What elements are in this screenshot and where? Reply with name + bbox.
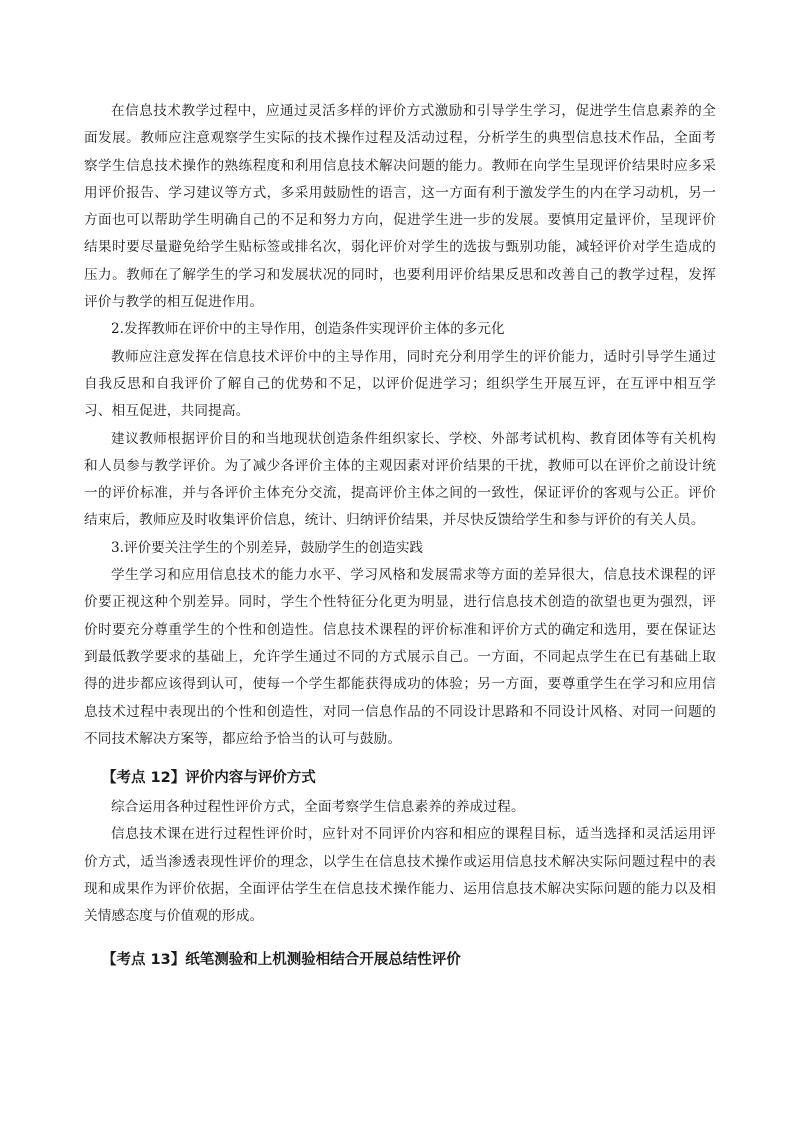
paragraph-evaluation-methods: 在信息技术教学过程中，应通过灵活多样的评价方式激励和引导学生学习，促进学生信息素养的全面发展。教师应注意观察学生实际的技术操作过程及活动过程，分析学生的典型信息技术作品，全面考察学生信息技术操作的熟练程度和利用信息技术解决问题的能力。教师在向学生呈现评价结果时应多采用评价报告、学习建议等方式，多采用鼓励性的语言，这一方面有利于激发学生的内在学习动机，另一方面也可以帮助学生明确自己的不足和努力方向，促进学生进一步的发展。要慎用定量评价，呈现评价结果时要尽量避免给学生贴标签或排名次，弱化评价对学生的选拔与甄别功能，减轻评价对学生造成的压力。教师在了解学生的学习和发展状况的同时，也要利用评价结果反思和改善自己的教学过程，发挥评价与教学的相互促进作用。 [84,103,716,311]
section-heading-kaodian-12: 【考点 12】评价内容与评价方式 [102,770,316,787]
paragraph-self-evaluation: 教师应注意发挥在信息技术评价中的主导作用，同时充分利用学生的评价能力，适时引导学生通过自我反思和自我评价了解自己的优势和不足，以评价促进学习；组织学生开展互评，在互评中相互学习、相互促进，共同提高。 [84,348,716,420]
paragraph-process-evaluation-intro: 综合运用各种过程性评价方式，全面考察学生信息素养的养成过程。 [111,799,525,816]
subheading-individual-differences: 3.评价要关注学生的个别差异，鼓励学生的创造实践 [111,539,424,556]
document-page [84,98,716,974]
paragraph-individual-differences: 学生学习和应用信息技术的能力水平、学习风格和发展需求等方面的差异很大，信息技术课程的评价要正视这种个别差异。同时，学生个性特征分化更为明显，进行信息技术创造的欲望也更为强烈，评价时要充分尊重学生的个性和创造性。信息技术课程的评价标准和评价方式的确定和选用，要在保证达到最低教学要求的基础上，允许学生通过不同的方式展示自己。一方面，不同起点学生在已有基础上取得的进步都应该得到认可，使每一个学生都能获得成功的体验；另一方面，要尊重学生在学习和应用信息技术过程中表现出的个性和创造性，对同一信息作品的不同设计思路和不同设计风格、对同一问题的不同技术解决方案等，都应给予恰当的认可与鼓励。 [84,567,716,747]
paragraph-multiple-evaluators: 建议教师根据评价目的和当地现状创造条件组织家长、学校、外部考试机构、教育团体等有关机构和人员参与教学评价。为了减少各评价主体的主观因素对评价结果的干扰，教师可以在评价之前设计统一的评价标准，并与各评价主体充分交流，提高评价主体之间的一致性，保证评价的客观与公正。评价结束后，教师应及时收集评价信息，统计、归纳评价结果，并尽快反馈给学生和参与评价的有关人员。 [84,430,716,529]
subheading-teacher-leading-role: 2.发挥教师在评价中的主导作用，创造条件实现评价主体的多元化 [111,321,505,338]
paragraph-process-evaluation-detail: 信息技术课在进行过程性评价时，应针对不同评价内容和相应的课程目标，适当选择和灵活运用评价方式，适当渗透表现性评价的理念，以学生在信息技术操作或运用信息技术解决实际问题过程中的表现和成果作为评价依据，全面评估学生在信息技术操作能力、运用信息技术解决实际问题的能力以及相关情感态度与价值观的形成。 [84,826,716,925]
section-heading-kaodian-13: 【考点 13】纸笔测验和上机测验相结合开展总结性评价 [102,951,461,968]
